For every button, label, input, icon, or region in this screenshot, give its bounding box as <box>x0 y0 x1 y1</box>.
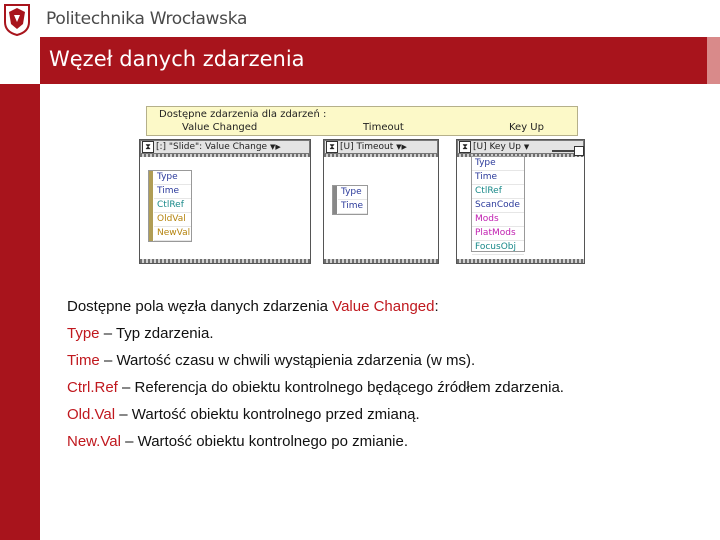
selector-label: [U] Key Up <box>473 142 521 152</box>
field-text: – Wartość obiektu kontrolnego po zmianie. <box>120 433 409 450</box>
intro-suffix: : <box>434 298 439 315</box>
field-term: Time <box>67 352 100 369</box>
description-intro <box>67 298 439 315</box>
node-field[interactable]: FocusObj <box>472 241 524 255</box>
event-frame-timeout <box>323 139 439 264</box>
node-field[interactable]: NewVal <box>154 227 191 241</box>
event-data-node <box>332 185 368 215</box>
node-field[interactable]: Type <box>338 186 367 200</box>
dropdown-arrow-icon: ▼▶ <box>396 143 407 151</box>
timeout-event-label: Timeout <box>363 122 404 133</box>
terminal-icon <box>574 146 584 156</box>
node-field[interactable]: Time <box>154 185 191 199</box>
hourglass-icon: ⧗ <box>459 141 471 153</box>
description-item-ctrlref <box>67 379 564 396</box>
frame-border <box>457 259 584 263</box>
value-changed-highlight: Value Changed <box>332 298 435 315</box>
node-bar <box>149 171 153 241</box>
node-field[interactable]: CtlRef <box>472 185 524 199</box>
node-field[interactable]: Time <box>472 171 524 185</box>
event-case-selector[interactable] <box>324 140 438 154</box>
available-events-box <box>146 106 578 136</box>
description-item-oldval <box>67 406 420 423</box>
node-field[interactable]: Type <box>154 171 191 185</box>
node-field[interactable]: PlatMods <box>472 227 524 241</box>
field-text: – Wartość obiektu kontrolnego przed zmianą. <box>115 406 420 423</box>
keyup-event-label: Key Up <box>509 122 544 133</box>
description-item-type <box>67 325 214 342</box>
dropdown-arrow-icon: ▼ <box>523 143 530 151</box>
dropdown-arrow-icon: ▼▶ <box>269 143 281 151</box>
frame-border <box>324 259 438 263</box>
event-data-node <box>148 170 192 242</box>
node-bar <box>333 186 337 214</box>
left-accent-bar <box>0 84 40 540</box>
value-changed-event-label: Value Changed <box>182 122 258 133</box>
university-logo-icon <box>4 4 30 36</box>
field-term: Ctrl.Ref <box>67 379 118 396</box>
node-field[interactable]: Mods <box>472 213 524 227</box>
available-events-label: Dostępne zdarzenia dla zdarzeń : <box>159 109 327 120</box>
title-bar-accent <box>707 37 720 84</box>
wire <box>552 150 576 152</box>
node-field[interactable]: ScanCode <box>472 199 524 213</box>
description-item-newval <box>67 433 408 450</box>
frame-border <box>324 154 438 157</box>
event-case-selector[interactable] <box>140 140 310 154</box>
field-text: – Wartość czasu w chwili wystąpienia zdarzenia (w ms). <box>99 352 476 369</box>
selector-label: [:] "Slide": Value Change <box>156 142 268 152</box>
event-frame-value-changed <box>139 139 311 264</box>
event-data-node <box>471 156 525 252</box>
university-name: Politechnika Wrocławska <box>46 9 248 29</box>
hourglass-icon: ⧗ <box>142 141 154 153</box>
hourglass-icon: ⧗ <box>326 141 338 153</box>
selector-label: [U] Timeout <box>340 142 394 152</box>
field-term: Type <box>67 325 100 342</box>
field-text: – Referencja do obiektu kontrolnego będącego źródłem zdarzenia. <box>117 379 564 396</box>
node-field[interactable]: Time <box>338 200 367 214</box>
field-term: Old.Val <box>67 406 116 423</box>
field-term: New.Val <box>67 433 121 450</box>
intro-text: Dostępne pola węzła danych zdarzenia <box>67 298 333 315</box>
event-frame-keyup <box>456 139 585 264</box>
node-field[interactable]: Type <box>472 157 524 171</box>
field-text: – Typ zdarzenia. <box>99 325 214 342</box>
frame-border <box>140 154 310 157</box>
node-field[interactable]: CtlRef <box>154 199 191 213</box>
frame-border <box>140 259 310 263</box>
slide-title: Węzeł danych zdarzenia <box>49 47 305 71</box>
description-item-time <box>67 352 475 369</box>
node-field[interactable]: OldVal <box>154 213 191 227</box>
